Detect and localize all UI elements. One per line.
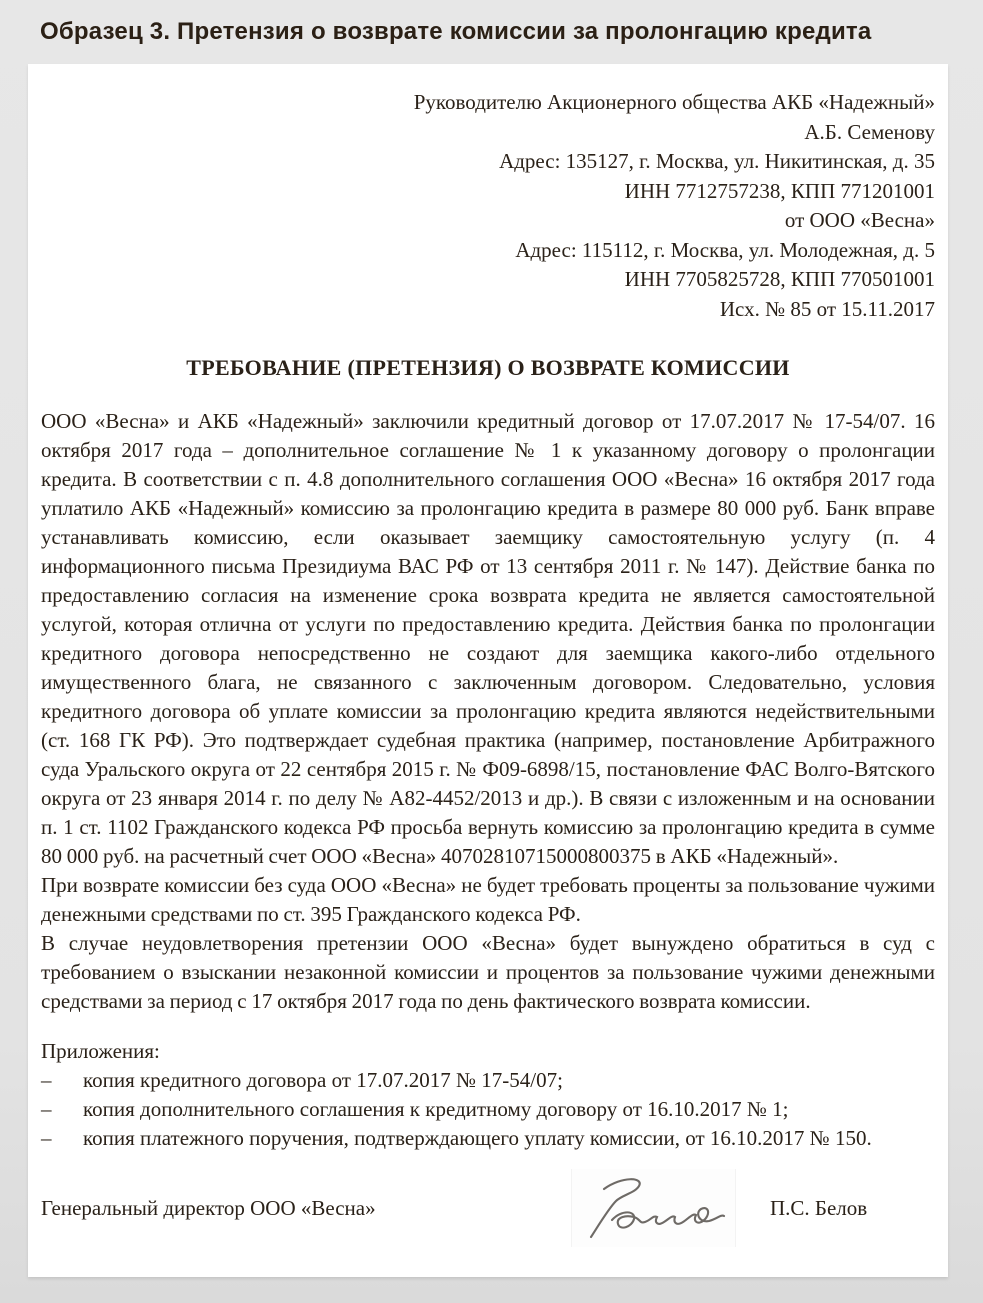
page-title: Образец 3. Претензия о возврате комиссии за пролонгацию кредита [40, 18, 872, 45]
recipient-line: Адрес: 135127, г. Москва, ул. Никитинская, д. 35 [499, 149, 935, 173]
recipient-line: Руководителю Акционерного общества АКБ «Надежный» [413, 90, 935, 114]
body-paragraph: ООО «Весна» и АКБ «Надежный» заключили кредитный договор от 17.07.2017 № 17-54/07. 16 октября 2017 года – дополнительное соглашение № 1 к указанному договору о пролонгации кредита. В соответствии с п. 4.8 дополнительного соглашения ООО «Весна» 16 октября 2017 года уплатило АКБ «Надежный» комиссию за пролонгацию кредита в размере 80 000 руб. Банк вправе устанавливать комиссию, если оказывает заемщику самостоятельную услугу (п. 4 информационного письма Президиума ВАС РФ от 13 сентября 2011 г. № 147). Действие банка по предоставлению согласия на изменение срока возврата кредита не является самостоятельной услугой, которая отлична от услуги по предоставлению кредита. Действия банка по пролонгации кредитного договора непосредственно не создают для заемщика какого-либо отдельного имущественного блага, не связанного с заключенным договором. Следовательно, условия кредитного договора об уплате комиссии за пролонгацию кредита являются недействительными (ст. 168 ГК РФ). Это подтверждает судебная практика (например, постановление Арбитражного суда Уральского округа от 22 сентября 2015 г. № Ф09-6898/15, постановление ФАС Волго-Вятского округа от 23 января 2014 г. по делу № А82-4452/2013 и др.). В связи с изложенным и на основании п. 1 ст. 1102 Гражданского кодекса РФ просьба вернуть комиссию за пролонгацию кредита в сумме 80 000 руб. на расчетный счет ООО «Весна» 40702810715000800375 в АКБ «Надежный». [41, 409, 935, 868]
attachments-block [41, 1037, 935, 1153]
attachment-item [41, 1124, 935, 1153]
attachment-dash: – [41, 1126, 52, 1150]
recipient-line: ИНН 7712757238, КПП 771201001 [624, 178, 935, 203]
signer-name: П.С. Белов [770, 1195, 868, 1220]
recipient-line: Адрес: 115112, г. Москва, ул. Молодежная, д. 5 [515, 237, 935, 262]
attachment-item [41, 1066, 935, 1095]
document-heading: ТРЕБОВАНИЕ (ПРЕТЕНЗИЯ) О ВОЗВРАТЕ КОМИССИИ [186, 355, 790, 380]
body-block [41, 407, 935, 1016]
body-paragraph: В случае неудовлетворения претензии ООО «Весна» будет вынуждено обратиться в суд с требованием о взыскании незаконной комиссии и процентов за пользование чужими денежными средствами за период с 17 октября 2017 года по день фактического возврата комиссии. [41, 931, 935, 1013]
recipient-line: Исх. № 85 от 15.11.2017 [719, 296, 935, 321]
attachments-label: Приложения: [41, 1039, 160, 1063]
signature-row [41, 1169, 935, 1247]
signature-scan-box [571, 1169, 736, 1247]
body-paragraph: При возврате комиссии без суда ООО «Весна» не будет требовать проценты за пользование чужими денежными средствами по ст. 395 Гражданского кодекса РФ. [41, 873, 935, 926]
attachment-text: копия дополнительного соглашения к кредитному договору от 16.10.2017 № 1; [83, 1097, 789, 1121]
attachment-text: копия кредитного договора от 17.07.2017 № 17-54/07; [83, 1068, 563, 1092]
recipient-line: от ООО «Весна» [784, 208, 935, 232]
attachment-item [41, 1095, 935, 1124]
recipient-block [41, 88, 935, 324]
document-card [28, 64, 948, 1277]
attachment-dash: – [41, 1068, 52, 1092]
signer-role: Генеральный директор ООО «Весна» [41, 1195, 376, 1220]
attachment-dash: – [41, 1097, 52, 1121]
attachment-text: копия платежного поручения, подтверждающего уплату комиссии, от 16.10.2017 № 150. [83, 1126, 872, 1150]
recipient-line: А.Б. Семенову [804, 119, 935, 144]
handwritten-signature-icon [574, 1173, 734, 1243]
recipient-line: ИНН 7705825728, КПП 770501001 [624, 267, 935, 291]
